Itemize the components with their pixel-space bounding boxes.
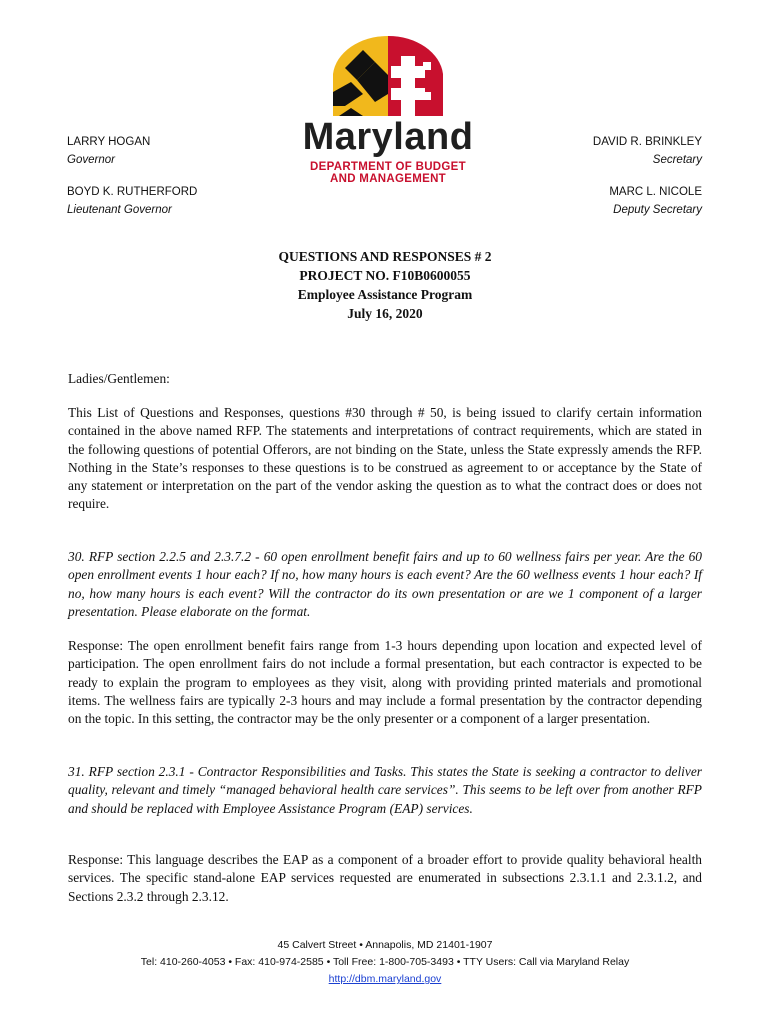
response-30: Response: The open enrollment benefit fairs range from 1-3 hours depending upon location and expected level of participation. The open enrollment fairs do not include a formal presentation, but each contractor is expected to be ready to explain the program to employees as they visit, along with providing printed materials and promotional items. The wellness fairs are typically 2-3 hours and may include a formal presentation by the contractor depending on the topic. In this setting, the contractor may be the only presenter or a component of a larger presentation. [68,638,702,727]
secretary-name: DAVID R. BRINKLEY [592,136,702,148]
logo-department [293,161,483,185]
footer-address: 45 Calvert Street • Annapolis, MD 21401-1907 [277,939,493,951]
intro-paragraph: This List of Questions and Responses, questions #30 through # 50, is being issued to clarify certain information contained in the above named RFP. The statements and interpretations of contract requirements, which are stated in the following questions of potential Offerors, are not binding on the State, unless the State expressly amends the RFP. Nothing in the State’s responses to these questions is to be construed as agreement to or acceptance by the State of any statement or interpretation on the part of the vendor asking the question as to what the contract does or does not require. [68,405,702,512]
deputy-secretary-title: Deputy Secretary [613,204,702,216]
salutation: Ladies/Gentlemen: [68,371,170,386]
header-officials-right [593,133,702,233]
logo-wordmark: Maryland [302,116,474,158]
title-line-program: Employee Assistance Program [297,287,473,302]
secretary-title: Secretary [652,154,702,166]
governor-name: LARRY HOGAN [67,136,151,148]
governor-title: Governor [67,154,115,166]
maryland-flag-icon [293,32,483,122]
title-line-date: July 16, 2020 [347,306,423,321]
title-line-project: PROJECT NO. F10B0600055 [299,268,471,283]
logo-dept-line1: DEPARTMENT OF BUDGET [310,161,466,173]
response-31: Response: This language describes the EAP as a component of a broader effort to provide quality behavioral health services. The specific stand-alone EAP services requested are enumerated in subsections 2.3.1.1 and 2.3.1.2, and Sections 2.3.2 through 2.3.12. [68,852,702,904]
title-line-qa: QUESTIONS AND RESPONSES # 2 [278,249,492,264]
question-31: 31. RFP section 2.3.1 - Contractor Responsibilities and Tasks. This states the State is seeking a contractor to deliver quality, relevant and timely “managed behavioral health care services”. This seems to be left over from another RFP and should be replaced with Employee Assistance Program (EAP) services. [68,764,702,816]
lt-governor-name: BOYD K. RUTHERFORD [67,186,198,198]
logo-dept-line2: AND MANAGEMENT [330,173,446,185]
footer-website-link[interactable]: http://dbm.maryland.gov [328,973,442,985]
maryland-dbm-logo [293,32,483,192]
deputy-secretary-name: MARC L. NICOLE [609,186,702,198]
footer [0,937,770,988]
header-officials-left [67,133,197,233]
document-title [0,247,770,323]
footer-contact: Tel: 410-260-4053 • Fax: 410-974-2585 • Toll Free: 1-800-705-3493 • TTY Users: Call via Maryland Relay [140,956,630,968]
question-30: 30. RFP section 2.2.5 and 2.3.7.2 - 60 open enrollment benefit fairs and up to 60 wellness fairs per year. Are the 60 open enrollment events 1 hour each? If no, how many hours is each event? Are the 60 wellness events 1 hour each? If no, how many hours is each event? Will the contractor do its own presentation or are we 1 component of a larger presentation. Please elaborate on the format. [68,549,702,619]
lt-governor-title: Lieutenant Governor [67,204,172,216]
